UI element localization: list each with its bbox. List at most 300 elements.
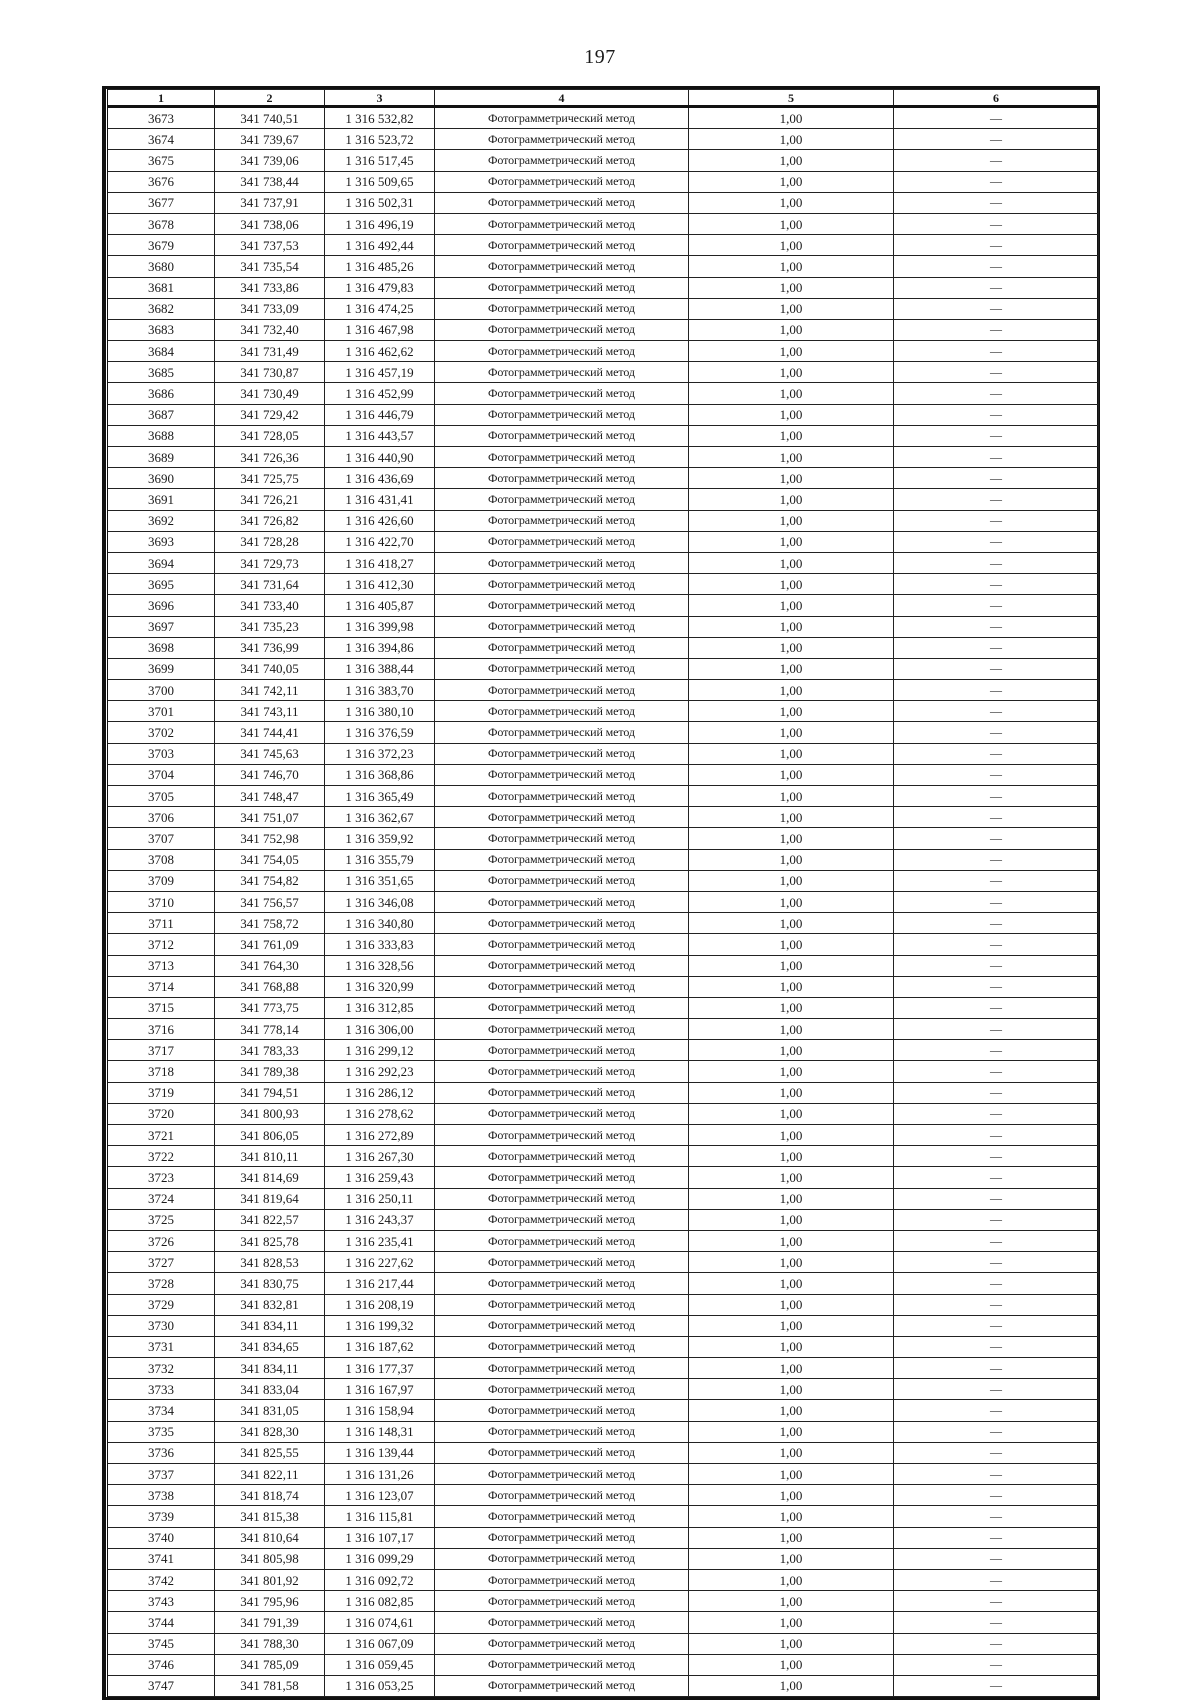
x-coordinate-cell: 341 743,11	[215, 701, 325, 722]
accuracy-cell: 1,00	[689, 1209, 894, 1230]
y-coordinate-cell: 1 316 286,12	[325, 1082, 435, 1103]
accuracy-cell: 1,00	[689, 1167, 894, 1188]
method-cell: Фотограмметрический метод	[435, 1103, 689, 1124]
table-row	[107, 1209, 1099, 1230]
description-cell: —	[894, 997, 1099, 1018]
x-coordinate-cell: 341 728,28	[215, 531, 325, 552]
y-coordinate-cell: 1 316 208,19	[325, 1294, 435, 1315]
x-coordinate-cell: 341 754,82	[215, 870, 325, 891]
x-coordinate-cell: 341 730,49	[215, 383, 325, 404]
point-number-cell: 3711	[107, 913, 215, 934]
point-number-cell: 3693	[107, 531, 215, 552]
point-number-cell: 3741	[107, 1548, 215, 1569]
accuracy-cell: 1,00	[689, 256, 894, 277]
point-number-cell: 3698	[107, 637, 215, 658]
point-number-cell: 3675	[107, 150, 215, 171]
point-number-cell: 3726	[107, 1230, 215, 1251]
point-number-cell: 3742	[107, 1569, 215, 1590]
method-cell: Фотограмметрический метод	[435, 1569, 689, 1590]
y-coordinate-cell: 1 316 517,45	[325, 150, 435, 171]
y-coordinate-cell: 1 316 368,86	[325, 764, 435, 785]
description-cell: —	[894, 934, 1099, 955]
point-number-cell: 3688	[107, 425, 215, 446]
description-cell: —	[894, 1125, 1099, 1146]
x-coordinate-cell: 341 831,05	[215, 1400, 325, 1421]
method-cell: Фотограмметрический метод	[435, 786, 689, 807]
x-coordinate-cell: 341 730,87	[215, 362, 325, 383]
description-cell: —	[894, 1633, 1099, 1654]
description-cell: —	[894, 256, 1099, 277]
description-cell: —	[894, 658, 1099, 679]
y-coordinate-cell: 1 316 306,00	[325, 1019, 435, 1040]
y-coordinate-cell: 1 316 485,26	[325, 256, 435, 277]
y-coordinate-cell: 1 316 328,56	[325, 955, 435, 976]
table-row	[107, 171, 1099, 192]
y-coordinate-cell: 1 316 405,87	[325, 595, 435, 616]
table-row	[107, 595, 1099, 616]
x-coordinate-cell: 341 768,88	[215, 976, 325, 997]
description-cell: —	[894, 891, 1099, 912]
y-coordinate-cell: 1 316 082,85	[325, 1591, 435, 1612]
point-number-cell: 3745	[107, 1633, 215, 1654]
y-coordinate-cell: 1 316 299,12	[325, 1040, 435, 1061]
table-row	[107, 404, 1099, 425]
method-cell: Фотограмметрический метод	[435, 1146, 689, 1167]
accuracy-cell: 1,00	[689, 1527, 894, 1548]
y-coordinate-cell: 1 316 272,89	[325, 1125, 435, 1146]
y-coordinate-cell: 1 316 376,59	[325, 722, 435, 743]
method-cell: Фотограмметрический метод	[435, 213, 689, 234]
x-coordinate-cell: 341 745,63	[215, 743, 325, 764]
y-coordinate-cell: 1 316 418,27	[325, 552, 435, 573]
point-number-cell: 3738	[107, 1485, 215, 1506]
table-row	[107, 1315, 1099, 1336]
header-row	[107, 90, 1099, 107]
description-cell: —	[894, 1464, 1099, 1485]
description-cell: —	[894, 129, 1099, 150]
description-cell: —	[894, 171, 1099, 192]
description-cell: —	[894, 680, 1099, 701]
description-cell: —	[894, 574, 1099, 595]
table-row	[107, 150, 1099, 171]
point-number-cell: 3727	[107, 1252, 215, 1273]
table-row	[107, 1464, 1099, 1485]
table-row	[107, 1294, 1099, 1315]
x-coordinate-cell: 341 764,30	[215, 955, 325, 976]
method-cell: Фотограмметрический метод	[435, 1230, 689, 1251]
description-cell: —	[894, 1336, 1099, 1357]
y-coordinate-cell: 1 316 431,41	[325, 489, 435, 510]
x-coordinate-cell: 341 814,69	[215, 1167, 325, 1188]
y-coordinate-cell: 1 316 227,62	[325, 1252, 435, 1273]
table-row	[107, 468, 1099, 489]
description-cell: —	[894, 849, 1099, 870]
point-number-cell: 3676	[107, 171, 215, 192]
point-number-cell: 3673	[107, 107, 215, 129]
table-row	[107, 743, 1099, 764]
y-coordinate-cell: 1 316 452,99	[325, 383, 435, 404]
table-row	[107, 913, 1099, 934]
accuracy-cell: 1,00	[689, 510, 894, 531]
y-coordinate-cell: 1 316 131,26	[325, 1464, 435, 1485]
description-cell: —	[894, 1675, 1099, 1696]
y-coordinate-cell: 1 316 199,32	[325, 1315, 435, 1336]
table-row	[107, 256, 1099, 277]
method-cell: Фотограмметрический метод	[435, 595, 689, 616]
description-cell: —	[894, 743, 1099, 764]
description-cell: —	[894, 510, 1099, 531]
accuracy-cell: 1,00	[689, 150, 894, 171]
point-number-cell: 3717	[107, 1040, 215, 1061]
accuracy-cell: 1,00	[689, 1146, 894, 1167]
method-cell: Фотограмметрический метод	[435, 1612, 689, 1633]
accuracy-cell: 1,00	[689, 1252, 894, 1273]
method-cell: Фотограмметрический метод	[435, 870, 689, 891]
y-coordinate-cell: 1 316 383,70	[325, 680, 435, 701]
accuracy-cell: 1,00	[689, 319, 894, 340]
y-coordinate-cell: 1 316 412,30	[325, 574, 435, 595]
method-cell: Фотограмметрический метод	[435, 1654, 689, 1675]
x-coordinate-cell: 341 731,64	[215, 574, 325, 595]
method-cell: Фотограмметрический метод	[435, 807, 689, 828]
x-coordinate-cell: 341 736,99	[215, 637, 325, 658]
accuracy-cell: 1,00	[689, 870, 894, 891]
y-coordinate-cell: 1 316 259,43	[325, 1167, 435, 1188]
accuracy-cell: 1,00	[689, 1019, 894, 1040]
method-cell: Фотограмметрический метод	[435, 1082, 689, 1103]
method-cell: Фотограмметрический метод	[435, 1252, 689, 1273]
table-row	[107, 1675, 1099, 1696]
x-coordinate-cell: 341 748,47	[215, 786, 325, 807]
description-cell: —	[894, 1379, 1099, 1400]
method-cell: Фотограмметрический метод	[435, 1506, 689, 1527]
x-coordinate-cell: 341 810,11	[215, 1146, 325, 1167]
method-cell: Фотограмметрический метод	[435, 552, 689, 573]
accuracy-cell: 1,00	[689, 129, 894, 150]
x-coordinate-cell: 341 834,11	[215, 1315, 325, 1336]
point-number-cell: 3713	[107, 955, 215, 976]
method-cell: Фотограмметрический метод	[435, 913, 689, 934]
point-number-cell: 3736	[107, 1442, 215, 1463]
method-cell: Фотограмметрический метод	[435, 1485, 689, 1506]
accuracy-cell: 1,00	[689, 1464, 894, 1485]
x-coordinate-cell: 341 783,33	[215, 1040, 325, 1061]
point-number-cell: 3735	[107, 1421, 215, 1442]
method-cell: Фотограмметрический метод	[435, 1527, 689, 1548]
accuracy-cell: 1,00	[689, 743, 894, 764]
y-coordinate-cell: 1 316 479,83	[325, 277, 435, 298]
description-cell: —	[894, 1040, 1099, 1061]
table-row	[107, 722, 1099, 743]
table-row	[107, 383, 1099, 404]
x-coordinate-cell: 341 785,09	[215, 1654, 325, 1675]
method-cell: Фотограмметрический метод	[435, 764, 689, 785]
point-number-cell: 3740	[107, 1527, 215, 1548]
accuracy-cell: 1,00	[689, 468, 894, 489]
method-cell: Фотограмметрический метод	[435, 1421, 689, 1442]
coordinates-table-frame	[102, 86, 1100, 1700]
point-number-cell: 3684	[107, 341, 215, 362]
x-coordinate-cell: 341 828,30	[215, 1421, 325, 1442]
x-coordinate-cell: 341 735,54	[215, 256, 325, 277]
method-cell: Фотограмметрический метод	[435, 1548, 689, 1569]
table-row	[107, 891, 1099, 912]
y-coordinate-cell: 1 316 267,30	[325, 1146, 435, 1167]
y-coordinate-cell: 1 316 474,25	[325, 298, 435, 319]
x-coordinate-cell: 341 758,72	[215, 913, 325, 934]
accuracy-cell: 1,00	[689, 976, 894, 997]
description-cell: —	[894, 807, 1099, 828]
description-cell: —	[894, 468, 1099, 489]
description-cell: —	[894, 913, 1099, 934]
accuracy-cell: 1,00	[689, 934, 894, 955]
method-cell: Фотограмметрический метод	[435, 150, 689, 171]
method-cell: Фотограмметрический метод	[435, 1633, 689, 1654]
accuracy-cell: 1,00	[689, 1442, 894, 1463]
description-cell: —	[894, 277, 1099, 298]
point-number-cell: 3718	[107, 1061, 215, 1082]
y-coordinate-cell: 1 316 380,10	[325, 701, 435, 722]
description-cell: —	[894, 425, 1099, 446]
accuracy-cell: 1,00	[689, 1358, 894, 1379]
y-coordinate-cell: 1 316 443,57	[325, 425, 435, 446]
x-coordinate-cell: 341 788,30	[215, 1633, 325, 1654]
x-coordinate-cell: 341 732,40	[215, 319, 325, 340]
accuracy-cell: 1,00	[689, 828, 894, 849]
accuracy-cell: 1,00	[689, 107, 894, 129]
point-number-cell: 3699	[107, 658, 215, 679]
column-header-1: 1	[107, 90, 215, 107]
x-coordinate-cell: 341 795,96	[215, 1591, 325, 1612]
table-row	[107, 1612, 1099, 1633]
description-cell: —	[894, 1442, 1099, 1463]
point-number-cell: 3708	[107, 849, 215, 870]
method-cell: Фотограмметрический метод	[435, 1442, 689, 1463]
table-row	[107, 341, 1099, 362]
description-cell: —	[894, 701, 1099, 722]
point-number-cell: 3719	[107, 1082, 215, 1103]
x-coordinate-cell: 341 828,53	[215, 1252, 325, 1273]
accuracy-cell: 1,00	[689, 1336, 894, 1357]
table-row	[107, 680, 1099, 701]
x-coordinate-cell: 341 825,55	[215, 1442, 325, 1463]
table-row	[107, 786, 1099, 807]
description-cell: —	[894, 1485, 1099, 1506]
x-coordinate-cell: 341 825,78	[215, 1230, 325, 1251]
description-cell: —	[894, 150, 1099, 171]
description-cell: —	[894, 1230, 1099, 1251]
accuracy-cell: 1,00	[689, 383, 894, 404]
point-number-cell: 3747	[107, 1675, 215, 1696]
point-number-cell: 3734	[107, 1400, 215, 1421]
description-cell: —	[894, 1273, 1099, 1294]
accuracy-cell: 1,00	[689, 192, 894, 213]
method-cell: Фотограмметрический метод	[435, 574, 689, 595]
y-coordinate-cell: 1 316 059,45	[325, 1654, 435, 1675]
description-cell: —	[894, 531, 1099, 552]
table-row	[107, 552, 1099, 573]
method-cell: Фотограмметрический метод	[435, 1336, 689, 1357]
table-row	[107, 1421, 1099, 1442]
y-coordinate-cell: 1 316 243,37	[325, 1209, 435, 1230]
accuracy-cell: 1,00	[689, 552, 894, 573]
point-number-cell: 3744	[107, 1612, 215, 1633]
point-number-cell: 3729	[107, 1294, 215, 1315]
point-number-cell: 3706	[107, 807, 215, 828]
point-number-cell: 3732	[107, 1358, 215, 1379]
method-cell: Фотограмметрический метод	[435, 849, 689, 870]
y-coordinate-cell: 1 316 340,80	[325, 913, 435, 934]
point-number-cell: 3700	[107, 680, 215, 701]
x-coordinate-cell: 341 737,91	[215, 192, 325, 213]
table-row	[107, 828, 1099, 849]
accuracy-cell: 1,00	[689, 171, 894, 192]
method-cell: Фотограмметрический метод	[435, 362, 689, 383]
y-coordinate-cell: 1 316 187,62	[325, 1336, 435, 1357]
description-cell: —	[894, 828, 1099, 849]
x-coordinate-cell: 341 731,49	[215, 341, 325, 362]
point-number-cell: 3692	[107, 510, 215, 531]
table-row	[107, 531, 1099, 552]
table-row	[107, 616, 1099, 637]
point-number-cell: 3737	[107, 1464, 215, 1485]
method-cell: Фотограмметрический метод	[435, 404, 689, 425]
x-coordinate-cell: 341 740,05	[215, 658, 325, 679]
accuracy-cell: 1,00	[689, 341, 894, 362]
accuracy-cell: 1,00	[689, 891, 894, 912]
method-cell: Фотограмметрический метод	[435, 1040, 689, 1061]
point-number-cell: 3695	[107, 574, 215, 595]
y-coordinate-cell: 1 316 467,98	[325, 319, 435, 340]
point-number-cell: 3709	[107, 870, 215, 891]
y-coordinate-cell: 1 316 320,99	[325, 976, 435, 997]
point-number-cell: 3716	[107, 1019, 215, 1040]
x-coordinate-cell: 341 746,70	[215, 764, 325, 785]
point-number-cell: 3679	[107, 235, 215, 256]
description-cell: —	[894, 1146, 1099, 1167]
table-row	[107, 1527, 1099, 1548]
description-cell: —	[894, 1421, 1099, 1442]
method-cell: Фотограмметрический метод	[435, 1209, 689, 1230]
y-coordinate-cell: 1 316 123,07	[325, 1485, 435, 1506]
table-row	[107, 637, 1099, 658]
x-coordinate-cell: 341 742,11	[215, 680, 325, 701]
method-cell: Фотограмметрический метод	[435, 891, 689, 912]
method-cell: Фотограмметрический метод	[435, 1273, 689, 1294]
column-header-2: 2	[215, 90, 325, 107]
accuracy-cell: 1,00	[689, 1103, 894, 1124]
point-number-cell: 3739	[107, 1506, 215, 1527]
point-number-cell: 3733	[107, 1379, 215, 1400]
accuracy-cell: 1,00	[689, 637, 894, 658]
description-cell: —	[894, 552, 1099, 573]
column-header-5: 5	[689, 90, 894, 107]
y-coordinate-cell: 1 316 362,67	[325, 807, 435, 828]
accuracy-cell: 1,00	[689, 807, 894, 828]
point-number-cell: 3731	[107, 1336, 215, 1357]
y-coordinate-cell: 1 316 235,41	[325, 1230, 435, 1251]
point-number-cell: 3730	[107, 1315, 215, 1336]
method-cell: Фотограмметрический метод	[435, 828, 689, 849]
y-coordinate-cell: 1 316 422,70	[325, 531, 435, 552]
x-coordinate-cell: 341 738,44	[215, 171, 325, 192]
method-cell: Фотограмметрический метод	[435, 425, 689, 446]
description-cell: —	[894, 1400, 1099, 1421]
y-coordinate-cell: 1 316 107,17	[325, 1527, 435, 1548]
method-cell: Фотограмметрический метод	[435, 1315, 689, 1336]
x-coordinate-cell: 341 738,06	[215, 213, 325, 234]
y-coordinate-cell: 1 316 074,61	[325, 1612, 435, 1633]
table-row	[107, 1167, 1099, 1188]
x-coordinate-cell: 341 794,51	[215, 1082, 325, 1103]
x-coordinate-cell: 341 778,14	[215, 1019, 325, 1040]
table-row	[107, 574, 1099, 595]
table-row	[107, 129, 1099, 150]
x-coordinate-cell: 341 773,75	[215, 997, 325, 1018]
point-number-cell: 3746	[107, 1654, 215, 1675]
accuracy-cell: 1,00	[689, 531, 894, 552]
description-cell: —	[894, 1188, 1099, 1209]
x-coordinate-cell: 341 728,05	[215, 425, 325, 446]
point-number-cell: 3704	[107, 764, 215, 785]
description-cell: —	[894, 616, 1099, 637]
x-coordinate-cell: 341 754,05	[215, 849, 325, 870]
y-coordinate-cell: 1 316 446,79	[325, 404, 435, 425]
description-cell: —	[894, 383, 1099, 404]
y-coordinate-cell: 1 316 115,81	[325, 1506, 435, 1527]
y-coordinate-cell: 1 316 167,97	[325, 1379, 435, 1400]
method-cell: Фотограмметрический метод	[435, 1061, 689, 1082]
table-row	[107, 934, 1099, 955]
accuracy-cell: 1,00	[689, 1273, 894, 1294]
point-number-cell: 3714	[107, 976, 215, 997]
accuracy-cell: 1,00	[689, 722, 894, 743]
y-coordinate-cell: 1 316 440,90	[325, 447, 435, 468]
accuracy-cell: 1,00	[689, 997, 894, 1018]
method-cell: Фотограмметрический метод	[435, 955, 689, 976]
accuracy-cell: 1,00	[689, 277, 894, 298]
y-coordinate-cell: 1 316 523,72	[325, 129, 435, 150]
accuracy-cell: 1,00	[689, 1485, 894, 1506]
description-cell: —	[894, 192, 1099, 213]
method-cell: Фотограмметрический метод	[435, 235, 689, 256]
x-coordinate-cell: 341 761,09	[215, 934, 325, 955]
y-coordinate-cell: 1 316 492,44	[325, 235, 435, 256]
point-number-cell: 3678	[107, 213, 215, 234]
description-cell: —	[894, 764, 1099, 785]
point-number-cell: 3702	[107, 722, 215, 743]
x-coordinate-cell: 341 789,38	[215, 1061, 325, 1082]
point-number-cell: 3682	[107, 298, 215, 319]
x-coordinate-cell: 341 830,75	[215, 1273, 325, 1294]
accuracy-cell: 1,00	[689, 786, 894, 807]
table-row	[107, 298, 1099, 319]
point-number-cell: 3707	[107, 828, 215, 849]
point-number-cell: 3686	[107, 383, 215, 404]
x-coordinate-cell: 341 791,39	[215, 1612, 325, 1633]
accuracy-cell: 1,00	[689, 489, 894, 510]
table-row	[107, 447, 1099, 468]
y-coordinate-cell: 1 316 502,31	[325, 192, 435, 213]
y-coordinate-cell: 1 316 426,60	[325, 510, 435, 531]
description-cell: —	[894, 1019, 1099, 1040]
x-coordinate-cell: 341 752,98	[215, 828, 325, 849]
table-row	[107, 1082, 1099, 1103]
column-header-4: 4	[435, 90, 689, 107]
description-cell: —	[894, 1527, 1099, 1548]
table-row	[107, 870, 1099, 891]
description-cell: —	[894, 404, 1099, 425]
